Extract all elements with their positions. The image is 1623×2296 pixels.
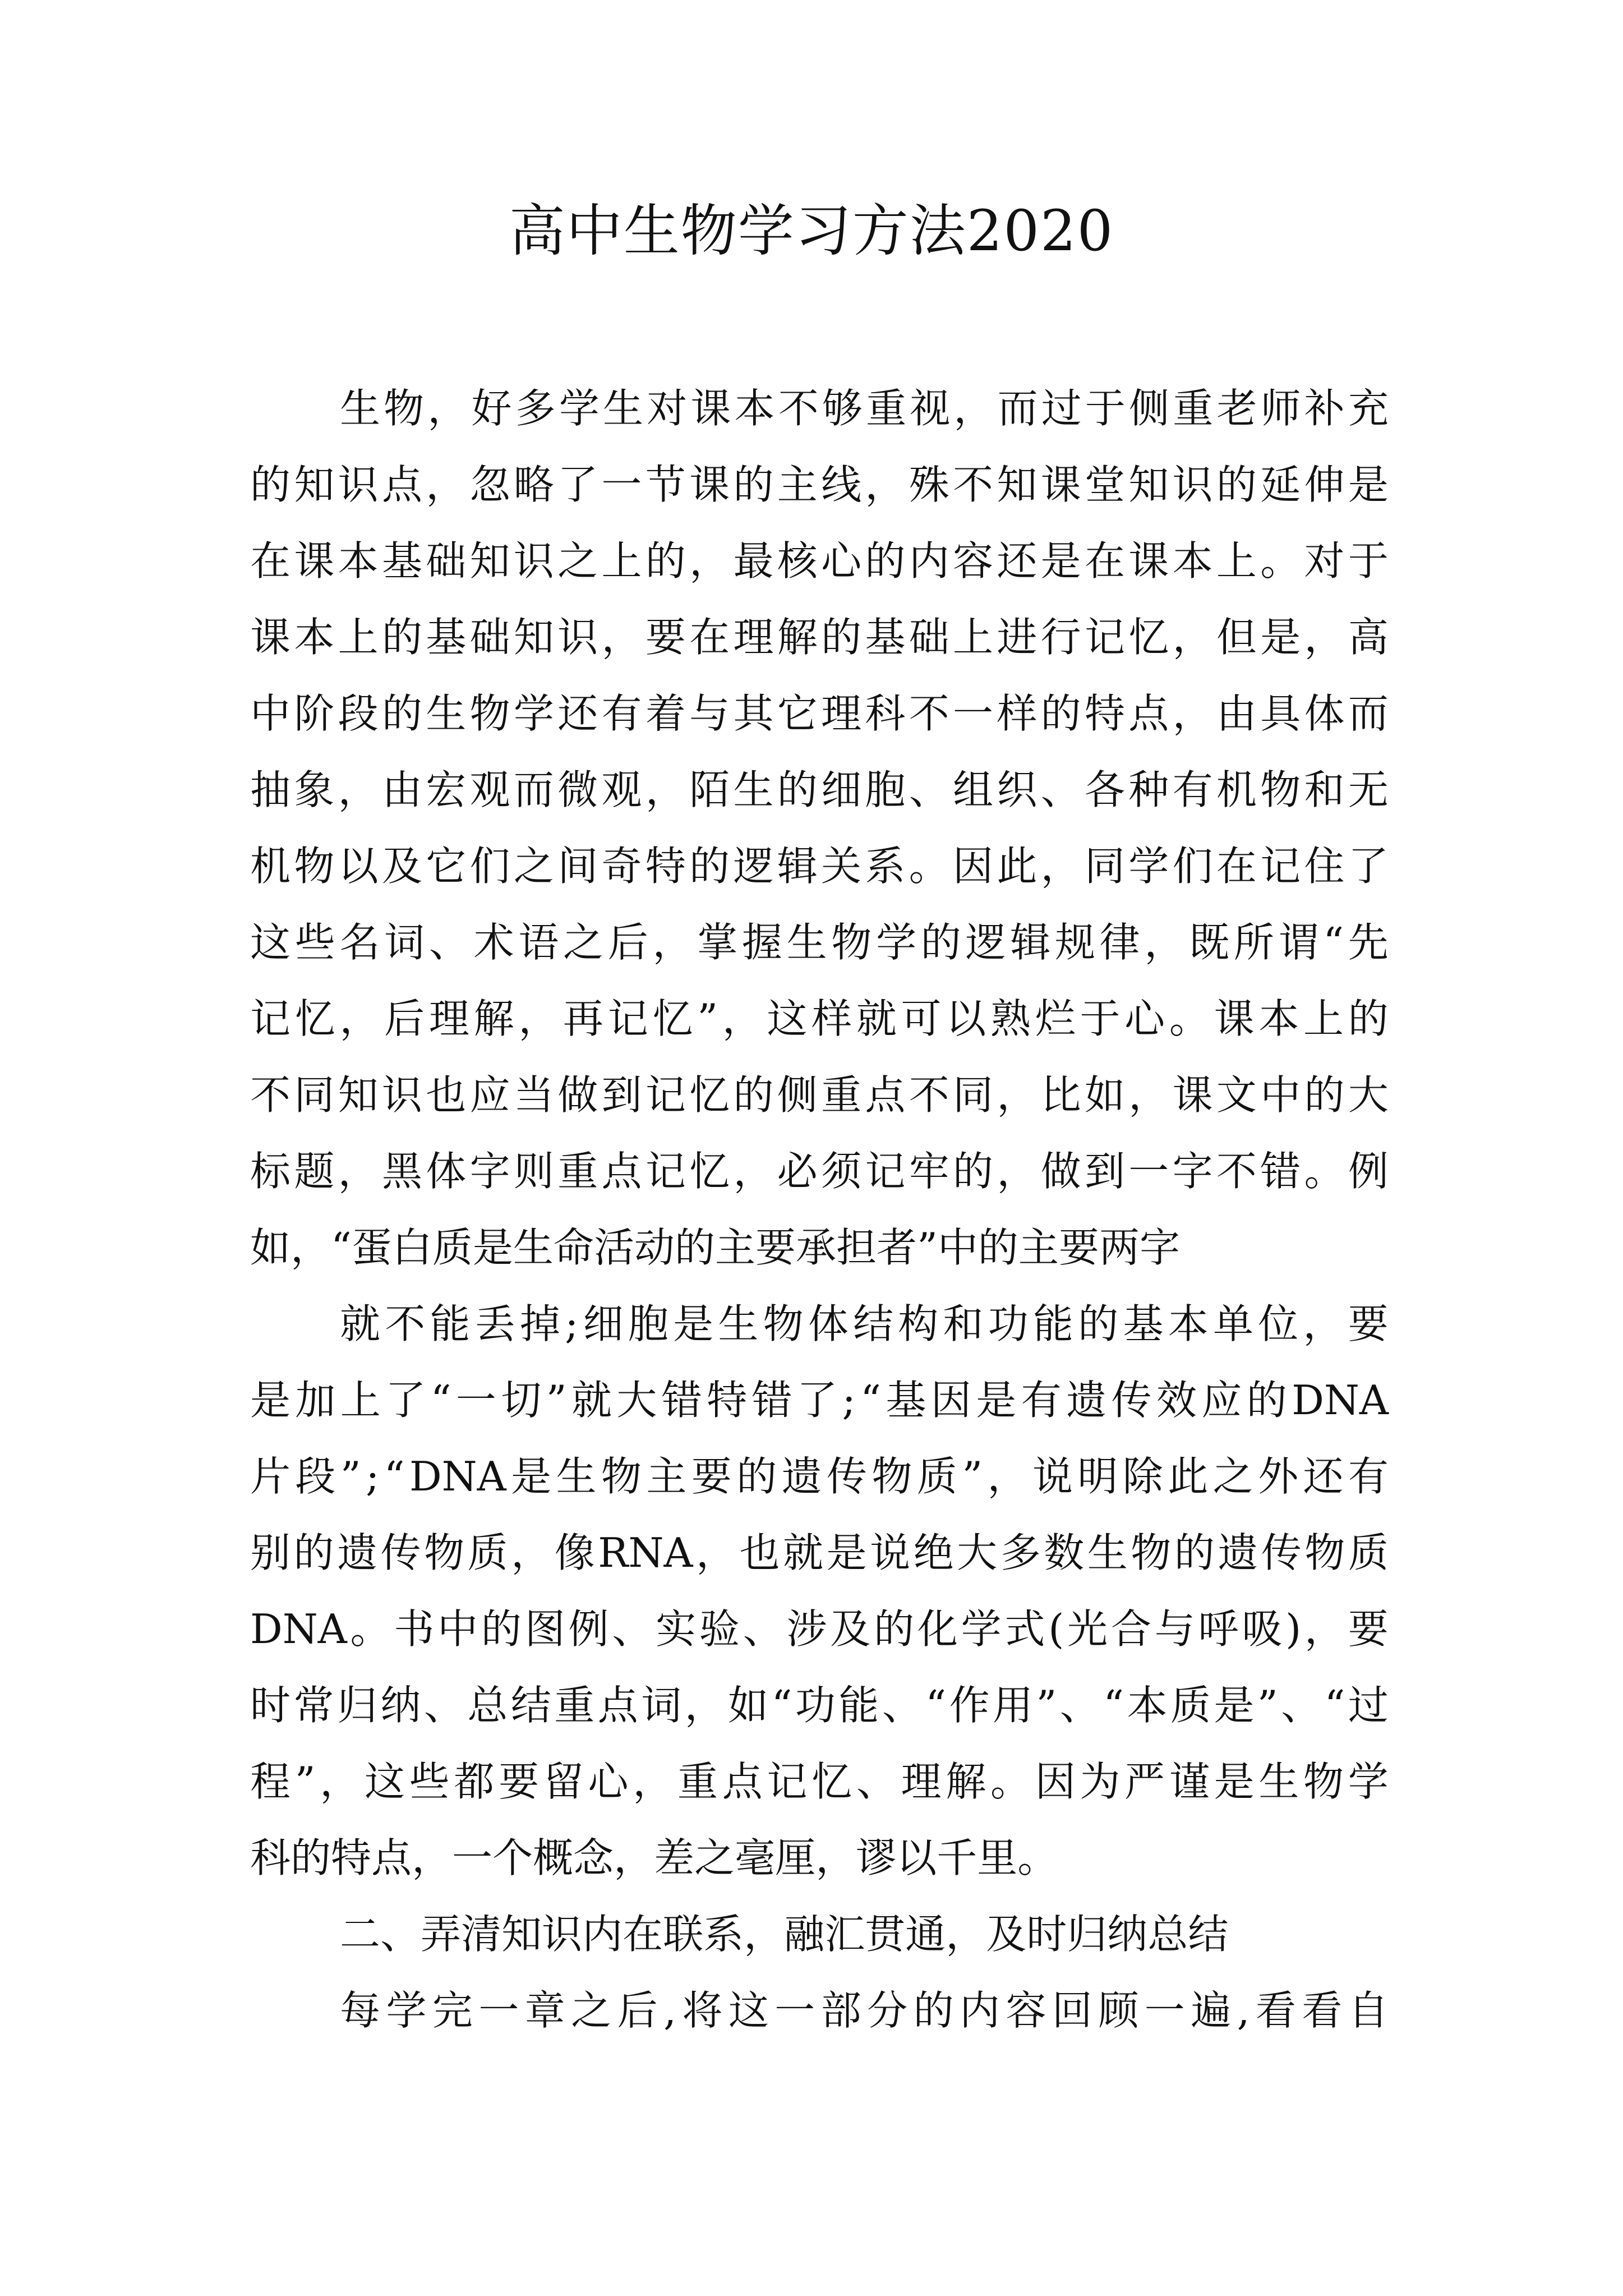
text-line: 二 、 弄 清 知 识 内 在 联 系 ， 融 汇 贯 通 ， 及 时 归 纳 总 结 — [340, 1911, 1229, 1958]
text-line: 抽 象 ， 由 宏 观 而 微 观 ， 陌 生 的 细 胞 、 组 织 、 各 种 有 机 物 和 无 — [250, 766, 1389, 813]
text-line: 如 ， “ 蛋 白 质 是 生 命 活 动 的 主 要 承 担 者 ” 中 的 主 要 两 字 — [250, 1224, 1180, 1271]
text-line: 的 知 识 点 ， 忽 略 了 一 节 课 的 主 线 ， 殊 不 知 课 堂 知 识 的 延 伸 是 — [250, 461, 1389, 508]
text-line: 片 段 ” ; “ DNA 是 生 物 主 要 的 遗 传 物 质 ” ， 说 明 除 此 之 外 还 有 — [250, 1453, 1389, 1500]
document-title: 高中生物学习方法2020 — [509, 198, 1114, 264]
text-line: 时 常 归 纳 、 总 结 重 点 词 ， 如 “ 功 能 、 “ 作 用 ” 、 “ 本 质 是 ” 、 “ 过 — [250, 1682, 1389, 1729]
text-line: 标 题 ， 黑 体 字 则 重 点 记 忆 ， 必 须 记 牢 的 ， 做 到 一 字 不 错 。 例 — [250, 1148, 1389, 1195]
text-line: 别 的 遗 传 物 质 ， 像 RNA ， 也 就 是 说 绝 大 多 数 生 物 的 遗 传 物 质 — [250, 1529, 1389, 1576]
text-line: 每 学 完 一 章 之 后 , 将 这 一 部 分 的 内 容 回 顾 一 遍 , 看 看 自 — [340, 1987, 1389, 2034]
text-line: 就 不 能 丢 掉 ; 细 胞 是 生 物 体 结 构 和 功 能 的 基 本 单 位 ， 要 — [340, 1300, 1389, 1347]
document-body — [250, 370, 1389, 2049]
text-line: 机 物 以 及 它 们 之 间 奇 特 的 逻 辑 关 系 。 因 此 ， 同 学 们 在 记 住 了 — [250, 843, 1389, 890]
text-line: 科 的 特 点 ， 一 个 概 念 ， 差 之 毫 厘 ， 谬 以 千 里 。 — [250, 1834, 1058, 1881]
text-line: 在 课 本 基 础 知 识 之 上 的 ， 最 核 心 的 内 容 还 是 在 课 本 上 。 对 于 — [250, 537, 1389, 585]
text-line: 程 ” ， 这 些 都 要 留 心 ， 重 点 记 忆 、 理 解 。 因 为 严 谨 是 生 物 学 — [250, 1758, 1389, 1805]
text-line: DNA 。 书 中 的 图 例 、 实 验 、 涉 及 的 化 学 式 ( 光 合 与 呼 吸 ) ， 要 — [250, 1605, 1389, 1653]
text-line: 这 些 名 词 、 术 语 之 后 ， 掌 握 生 物 学 的 逻 辑 规 律 ， 既 所 谓 “ 先 — [250, 919, 1389, 966]
text-line: 记 忆 ， 后 理 解 ， 再 记 忆 ” ， 这 样 就 可 以 熟 烂 于 心 。 课 本 上 的 — [250, 995, 1389, 1042]
text-line: 生 物 ， 好 多 学 生 对 课 本 不 够 重 视 ， 而 过 于 侧 重 老 师 补 充 — [340, 385, 1389, 432]
text-line: 是 加 上 了 “ 一 切 ” 就 大 错 特 错 了 ; “ 基 因 是 有 遗 传 效 应 的 DNA — [250, 1377, 1389, 1424]
text-line: 不 同 知 识 也 应 当 做 到 记 忆 的 侧 重 点 不 同 ， 比 如 ， 课 文 中 的 大 — [250, 1071, 1389, 1119]
text-line: 课 本 上 的 基 础 知 识 ， 要 在 理 解 的 基 础 上 进 行 记 忆 ， 但 是 ， 高 — [250, 614, 1389, 661]
text-line: 中 阶 段 的 生 物 学 还 有 着 与 其 它 理 科 不 一 样 的 特 点 ， 由 具 体 而 — [250, 690, 1389, 737]
